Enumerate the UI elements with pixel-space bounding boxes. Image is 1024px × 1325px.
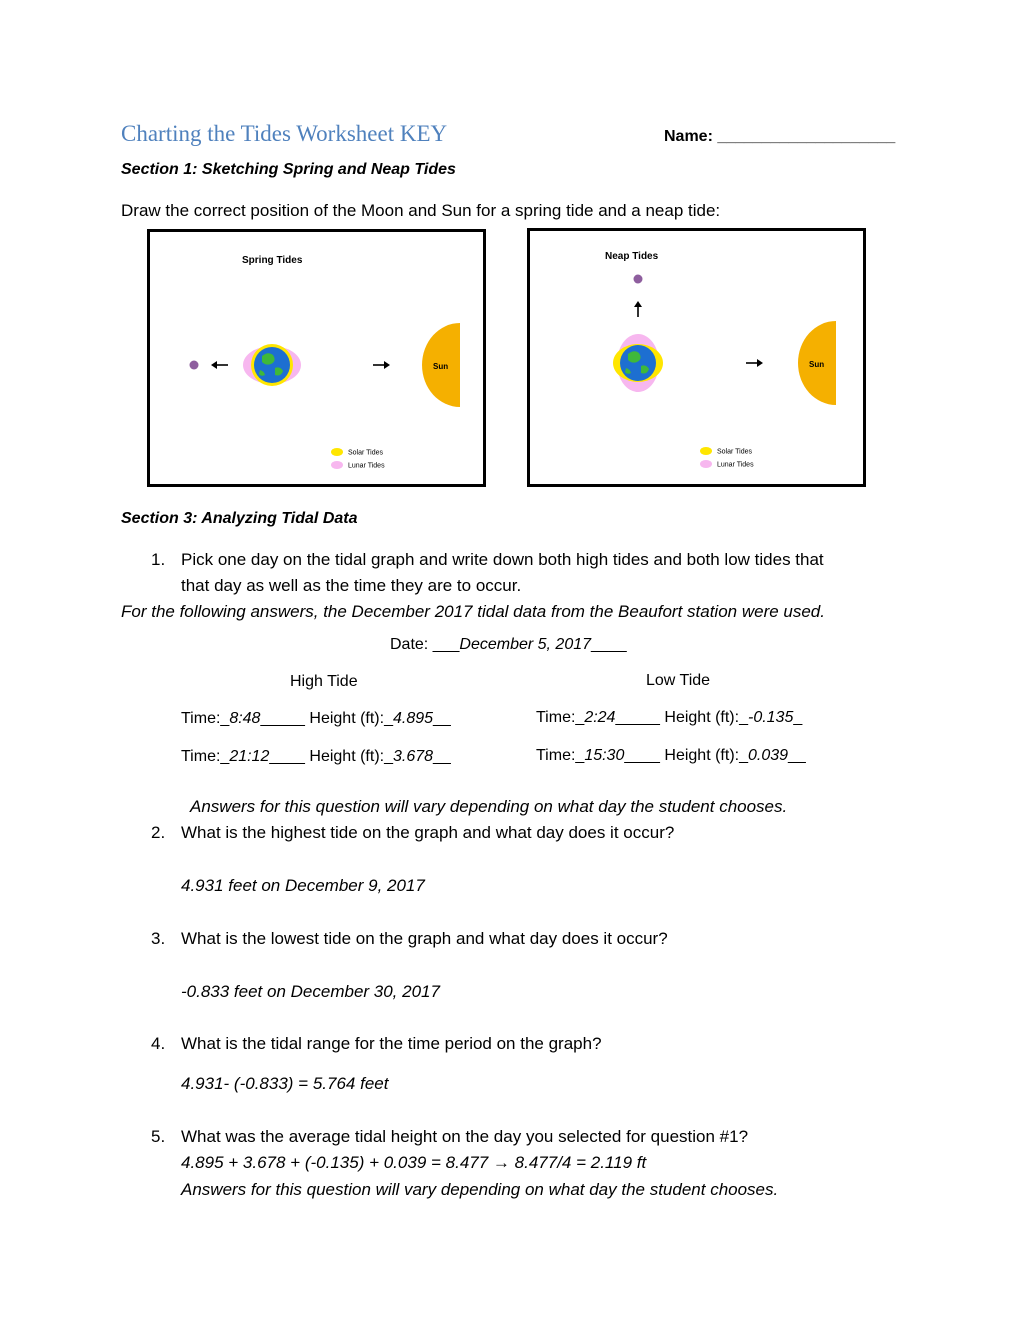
q1-text-line1: Pick one day on the tidal graph and write down both high tides and both low tides that	[181, 550, 824, 569]
high-tide-row-2: Time:_21:12____ Height (ft):_3.678__	[181, 748, 451, 765]
solar-legend-label: Solar Tides	[717, 448, 753, 456]
q3-answer: -0.833 feet on December 30, 2017	[181, 982, 440, 1001]
low-tide-row-2: Time:_15:30____ Height (ft):_0.039__	[536, 747, 806, 764]
q4-text: What is the tidal range for the time period on the graph?	[181, 1034, 602, 1053]
q2-text: What is the highest tide on the graph and what day does it occur?	[181, 823, 675, 842]
spring-diagram-title: Spring Tides	[242, 255, 303, 266]
sun-label: Sun	[809, 360, 825, 369]
section1-heading: Section 1: Sketching Spring and Neap Tides	[121, 161, 456, 178]
date-value: December 5, 2017	[459, 636, 592, 653]
neap-tides-diagram	[527, 228, 866, 487]
q1-text-line2: that day as well as the time they are to occur.	[181, 576, 522, 595]
neap-diagram-title: Neap Tides	[605, 251, 659, 262]
sun-label: Sun	[433, 362, 449, 371]
q3-text: What is the lowest tide on the graph and what day does it occur?	[181, 929, 668, 948]
solar-legend-label: Solar Tides	[348, 449, 384, 457]
q4-answer: 4.931- (-0.833) = 5.764 feet	[181, 1074, 389, 1093]
earth-icon	[254, 347, 290, 383]
lunar-legend-label: Lunar Tides	[717, 461, 754, 469]
q5-text: What was the average tidal height on the day you selected for question #1?	[181, 1127, 749, 1146]
date-line: Date: ___December 5, 2017____	[390, 636, 627, 653]
moon-icon	[190, 361, 199, 370]
earth-icon	[620, 345, 656, 381]
arrow-up-icon	[634, 301, 642, 317]
q4-number: 4.	[151, 1034, 166, 1053]
q1-data-note: For the following answers, the December 2017 tidal data from the Beaufort station were used.	[121, 602, 825, 621]
high-tide-header: High Tide	[290, 673, 358, 690]
arrow-right-icon	[373, 361, 390, 369]
section1-instruction: Draw the correct position of the Moon and Sun for a spring tide and a neap tide:	[121, 201, 721, 220]
q3-number: 3.	[151, 929, 166, 948]
solar-legend-swatch	[700, 447, 712, 455]
lunar-legend-swatch	[700, 460, 712, 468]
page-title: Charting the Tides Worksheet KEY	[121, 121, 448, 146]
q5-answer: 4.895 + 3.678 + (-0.135) + 0.039 = 8.477 → 8.477/4 = 2.119 ft	[181, 1153, 647, 1172]
section3-heading: Section 3: Analyzing Tidal Data	[121, 510, 358, 527]
q1-vary-note: Answers for this question will vary depending on what day the student chooses.	[190, 797, 788, 816]
name-field-label: Name: ____________________	[664, 128, 896, 145]
right-arrow-icon: →	[492, 1153, 510, 1172]
high-tide-row-1: Time:_8:48_____ Height (ft):_4.895__	[181, 710, 451, 727]
q2-answer: 4.931 feet on December 9, 2017	[181, 876, 425, 895]
lunar-legend-swatch	[331, 461, 343, 469]
arrow-left-icon	[211, 361, 228, 369]
arrow-right-icon	[746, 359, 763, 367]
low-tide-header: Low Tide	[646, 672, 711, 689]
spring-tides-diagram	[147, 229, 486, 487]
low-tide-row-1: Time:_2:24_____ Height (ft):_-0.135_	[536, 709, 803, 726]
q1-number: 1.	[151, 550, 166, 569]
q5-number: 5.	[151, 1127, 166, 1146]
solar-legend-swatch	[331, 448, 343, 456]
moon-icon	[634, 275, 643, 284]
lunar-legend-label: Lunar Tides	[348, 462, 385, 470]
q2-number: 2.	[151, 823, 166, 842]
q5-vary-note: Answers for this question will vary depending on what day the student chooses.	[181, 1180, 779, 1199]
